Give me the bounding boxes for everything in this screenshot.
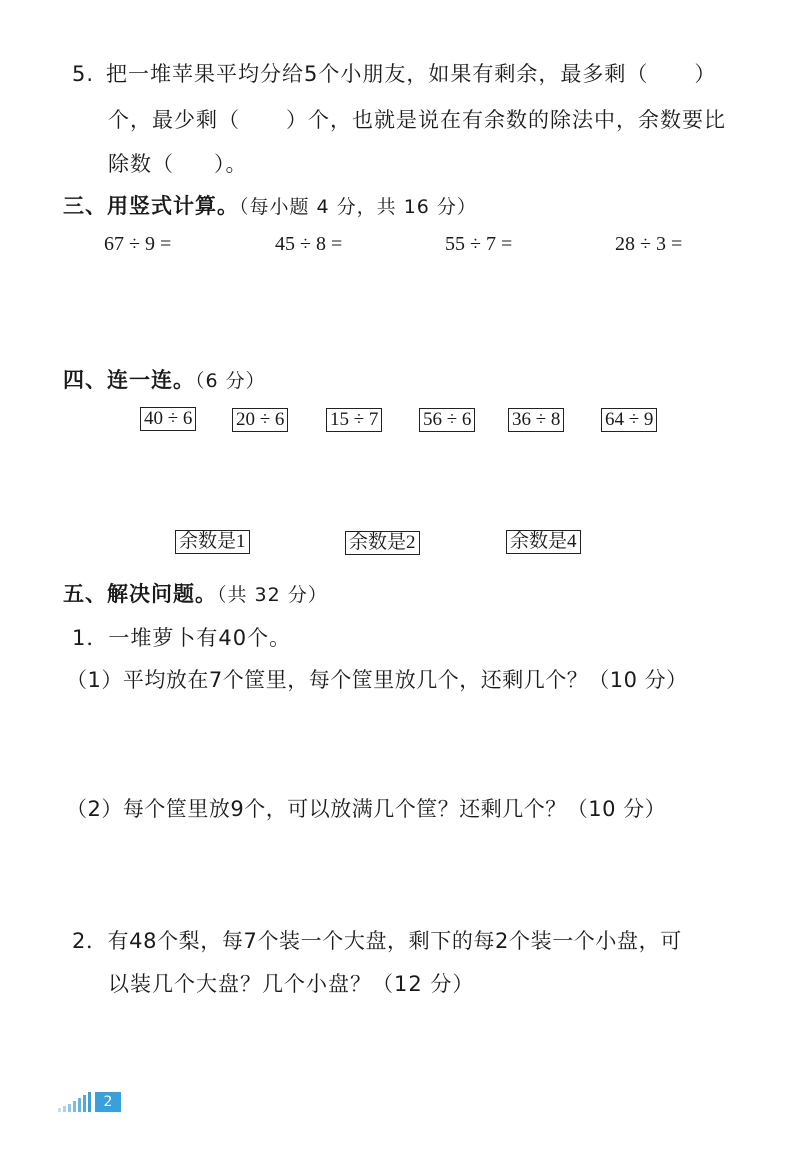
section-points: （每小题 4 分，共 16 分） [239, 196, 477, 218]
calc-problem: 55 ÷ 7 = [445, 233, 513, 255]
match-box-expression[interactable]: 36 ÷ 8 [508, 408, 564, 432]
section-5-title [63, 578, 328, 608]
footer-bar [68, 1104, 71, 1112]
problem-2-line-1: 2．有48个梨，每7个装一个大盘，剩下的每2个装一个小盘，可 [72, 929, 682, 953]
section-points: （6 分） [195, 370, 266, 392]
match-box-remainder[interactable]: 余数是4 [506, 530, 581, 554]
calc-problem: 28 ÷ 3 = [615, 233, 683, 255]
match-box-remainder[interactable]: 余数是1 [175, 530, 250, 554]
footer-bar [78, 1098, 81, 1112]
problem-2-line-2: 以装几个大盘？几个小盘？（12 分） [108, 972, 475, 996]
problem-1-question-2: （2）每个筐里放9个，可以放满几个筐？还剩几个？（10 分） [66, 797, 667, 821]
calc-problem: 45 ÷ 8 = [275, 233, 343, 255]
footer-bar [88, 1092, 91, 1112]
section-heading: 三、用竖式计算。 [63, 194, 239, 218]
section-points: （共 32 分） [217, 584, 328, 606]
match-box-expression[interactable]: 40 ÷ 6 [140, 407, 196, 431]
match-box-expression[interactable]: 20 ÷ 6 [232, 408, 288, 432]
problem-1-question-1: （1）平均放在7个筐里，每个筐里放几个，还剩几个？（10 分） [66, 668, 688, 692]
match-box-expression[interactable]: 64 ÷ 9 [601, 408, 657, 432]
page-number: 2 [95, 1092, 121, 1112]
footer-bar [83, 1095, 86, 1112]
question-5-line-2: 个，最少剩（ ）个，也就是说在有余数的除法中，余数要比 [108, 108, 726, 132]
question-number: 5. [72, 62, 95, 86]
calc-problem: 67 ÷ 9 = [104, 233, 172, 255]
match-box-expression[interactable]: 15 ÷ 7 [326, 408, 382, 432]
footer-bar [63, 1106, 66, 1112]
match-box-remainder[interactable]: 余数是2 [345, 531, 420, 555]
question-5-line-1: 5. 把一堆苹果平均分给5个小朋友，如果有剩余，最多剩（ ） [72, 62, 717, 86]
footer-bar [58, 1108, 61, 1112]
section-heading: 五、解决问题。 [63, 582, 217, 606]
question-5-line-3: 除数（ ）。 [108, 152, 248, 176]
section-heading: 四、连一连。 [63, 368, 195, 392]
match-box-expression[interactable]: 56 ÷ 6 [419, 408, 475, 432]
footer-bar [73, 1101, 76, 1112]
problem-1-title: 1．一堆萝卜有40个。 [72, 626, 292, 650]
section-4-title [63, 364, 266, 394]
section-3-title [63, 190, 477, 220]
